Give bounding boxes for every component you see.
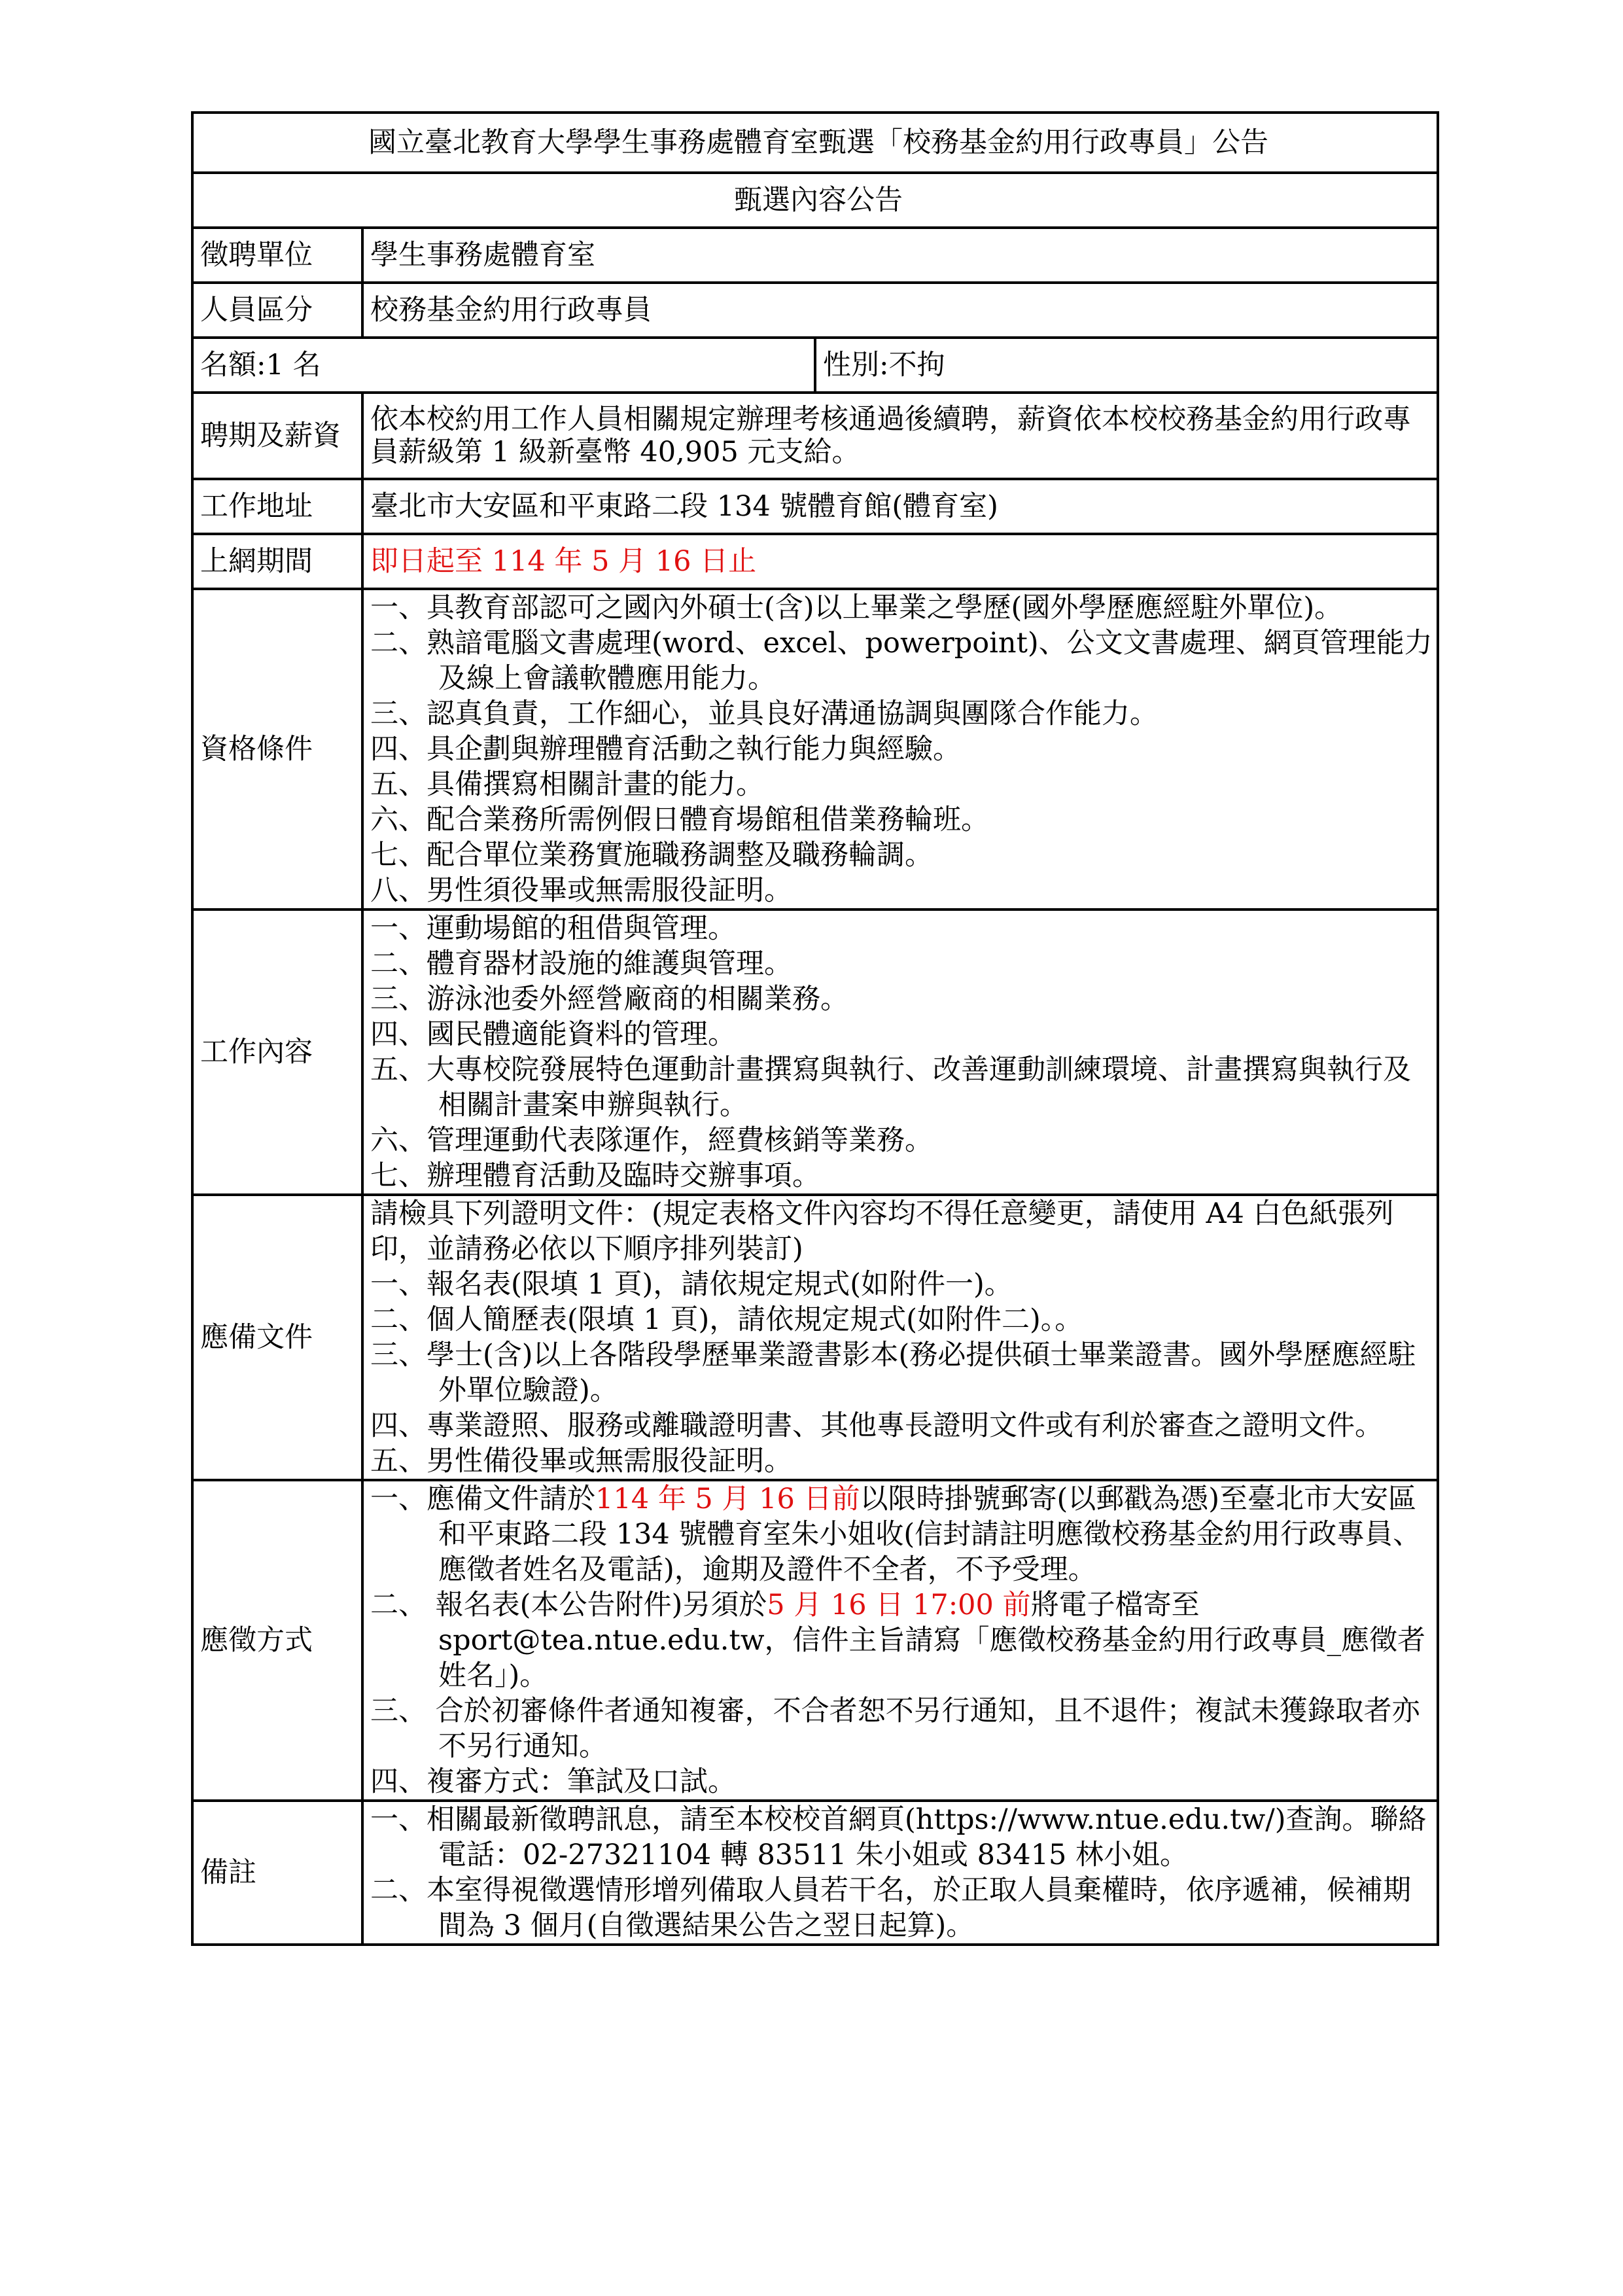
document-item: 五、男性備役畢或無需服役証明。 (370, 1445, 792, 1477)
remarks-label: 備註 (192, 1801, 362, 1945)
document-title: 國立臺北教育大學學生事務處體育室甄選「校務基金約用行政專員」公告 (192, 113, 1438, 173)
row-qualifications (192, 589, 1438, 910)
term-value: 依本校約用工作人員相關規定辦理考核通過後續聘，薪資依本校校務基金約用行政專員薪級第 1 級新臺幣 40,905 元支給。 (362, 393, 1438, 479)
apply-item: 三、 合於初審條件者通知複審，不合者恕不另行通知，且不退件；複試未獲錄取者亦不另行通知。 (370, 1695, 1420, 1763)
apply-label: 應徵方式 (192, 1480, 362, 1801)
qualification-item: 三、認真負責，工作細心，並具良好溝通協調與團隊合作能力。 (370, 698, 1158, 730)
remarks-list (362, 1801, 1438, 1945)
row-category (192, 283, 1438, 338)
duty-item: 二、體育器材設施的維護與管理。 (370, 947, 792, 980)
document-item: 三、學士(含)以上各階段學歷畢業證書影本(務必提供碩士畢業證書。國外學歷應經駐外單位驗證)。 (370, 1339, 1416, 1407)
category-label: 人員區分 (192, 283, 362, 338)
document-item: 二、個人簡歷表(限填 1 頁)，請依規定規式(如附件二)。。 (370, 1303, 1083, 1336)
apply-item-prefix: 二、 報名表(本公告附件)另須於 (370, 1589, 767, 1621)
row-documents (192, 1195, 1438, 1480)
row-duties (192, 910, 1438, 1195)
gender-value: 性別:不拘 (815, 338, 1438, 393)
address-value: 臺北市大安區和平東路二段 134 號體育館(體育室) (362, 479, 1438, 534)
term-label: 聘期及薪資 (192, 393, 362, 479)
qualification-item: 八、男性須役畢或無需服役証明。 (370, 874, 792, 907)
qualification-item: 五、具備撰寫相關計畫的能力。 (370, 768, 764, 801)
apply-deadline: 5 月 16 日 17:00 前 (767, 1589, 1031, 1621)
apply-item-suffix: 以限時掛號郵寄(以郵戳為憑)至臺北市大安區和平東路二段 134 號體育室朱小姐收(信封請註明應徵校務基金約用行政專員、應徵者姓名及電話)，逾期及證件不全者，不予受理。 (438, 1483, 1422, 1586)
address-label: 工作地址 (192, 479, 362, 534)
apply-item (370, 1587, 1437, 1693)
qualifications-label: 資格條件 (192, 589, 362, 910)
unit-value: 學生事務處體育室 (362, 228, 1438, 283)
duty-item: 四、國民體適能資料的管理。 (370, 1018, 736, 1051)
duties-label: 工作內容 (192, 910, 362, 1195)
row-remarks (192, 1801, 1438, 1945)
qualification-item: 一、具教育部認可之國內外碩士(含)以上畢業之學歷(國外學歷應經駐外單位)。 (370, 592, 1343, 624)
documents-intro: 請檢具下列證明文件：(規定表格文件內容均不得任意變更，請使用 A4 白色紙張列印，並請務必依以下順序排列裝訂) (370, 1197, 1394, 1265)
row-unit (192, 228, 1438, 283)
duty-item: 五、大專校院發展特色運動計畫撰寫與執行、改善運動訓練環境、計畫撰寫與執行及相關計畫案申辦與執行。 (370, 1053, 1411, 1122)
remark-item: 二、本室得視徵選情形增列備取人員若干名，於正取人員棄權時，依序遞補，候補期間為 3 個月(自徵選結果公告之翌日起算)。 (370, 1874, 1411, 1942)
unit-label: 徵聘單位 (192, 228, 362, 283)
duty-item: 三、游泳池委外經營廠商的相關業務。 (370, 983, 848, 1016)
documents-list (362, 1195, 1438, 1480)
documents-label: 應備文件 (192, 1195, 362, 1480)
qualification-item: 七、配合單位業務實施職務調整及職務輪調。 (370, 839, 933, 872)
remark-item: 一、相關最新徵聘訊息，請至本校校首網頁(https://www.ntue.edu.tw/)查詢。聯絡電話：02-27321104 轉 83511 朱小姐或 83415 林小姐。 (370, 1803, 1427, 1871)
apply-item-prefix: 一、應備文件請於 (370, 1483, 595, 1515)
duties-list (362, 910, 1438, 1195)
period-value: 即日起至 114 年 5 月 16 日止 (362, 534, 1438, 589)
duty-item: 一、運動場館的租借與管理。 (370, 912, 736, 945)
apply-item: 四、複審方式：筆試及口試。 (370, 1765, 736, 1798)
row-period (192, 534, 1438, 589)
announcement-table (191, 111, 1439, 1946)
document-item: 一、報名表(限填 1 頁)，請依規定規式(如附件一)。 (370, 1268, 1013, 1301)
subtitle-row (192, 173, 1438, 228)
row-term (192, 393, 1438, 479)
qualification-item: 六、配合業務所需例假日體育場館租借業務輪班。 (370, 804, 989, 836)
row-address (192, 479, 1438, 534)
category-value: 校務基金約用行政專員 (362, 283, 1438, 338)
qualifications-list (362, 589, 1438, 910)
title-row (192, 113, 1438, 173)
row-apply (192, 1480, 1438, 1801)
quota-value: 名額:1 名 (192, 338, 815, 393)
duty-item: 七、辦理體育活動及臨時交辦事項。 (370, 1159, 820, 1192)
apply-item (370, 1481, 1437, 1587)
duty-item: 六、管理運動代表隊運作，經費核銷等業務。 (370, 1124, 933, 1157)
apply-deadline: 114 年 5 月 16 日前 (595, 1483, 860, 1515)
qualification-item: 四、具企劃與辦理體育活動之執行能力與經驗。 (370, 733, 961, 766)
period-label: 上網期間 (192, 534, 362, 589)
row-quota-gender (192, 338, 1438, 393)
apply-item-suffix: 將電子檔寄至 sport@tea.ntue.edu.tw，信件主旨請寫「應徵校務基金約用行政專員_應徵者姓名」)。 (438, 1589, 1426, 1692)
document-subtitle: 甄選內容公告 (192, 173, 1438, 228)
apply-list (362, 1480, 1438, 1801)
document-item: 四、專業證照、服務或離職證明書、其他專長證明文件或有利於審查之證明文件。 (370, 1409, 1383, 1442)
qualification-item: 二、熟諳電腦文書處理(word、excel、powerpoint)、公文文書處理、網頁管理能力及線上會議軟體應用能力。 (370, 627, 1433, 695)
